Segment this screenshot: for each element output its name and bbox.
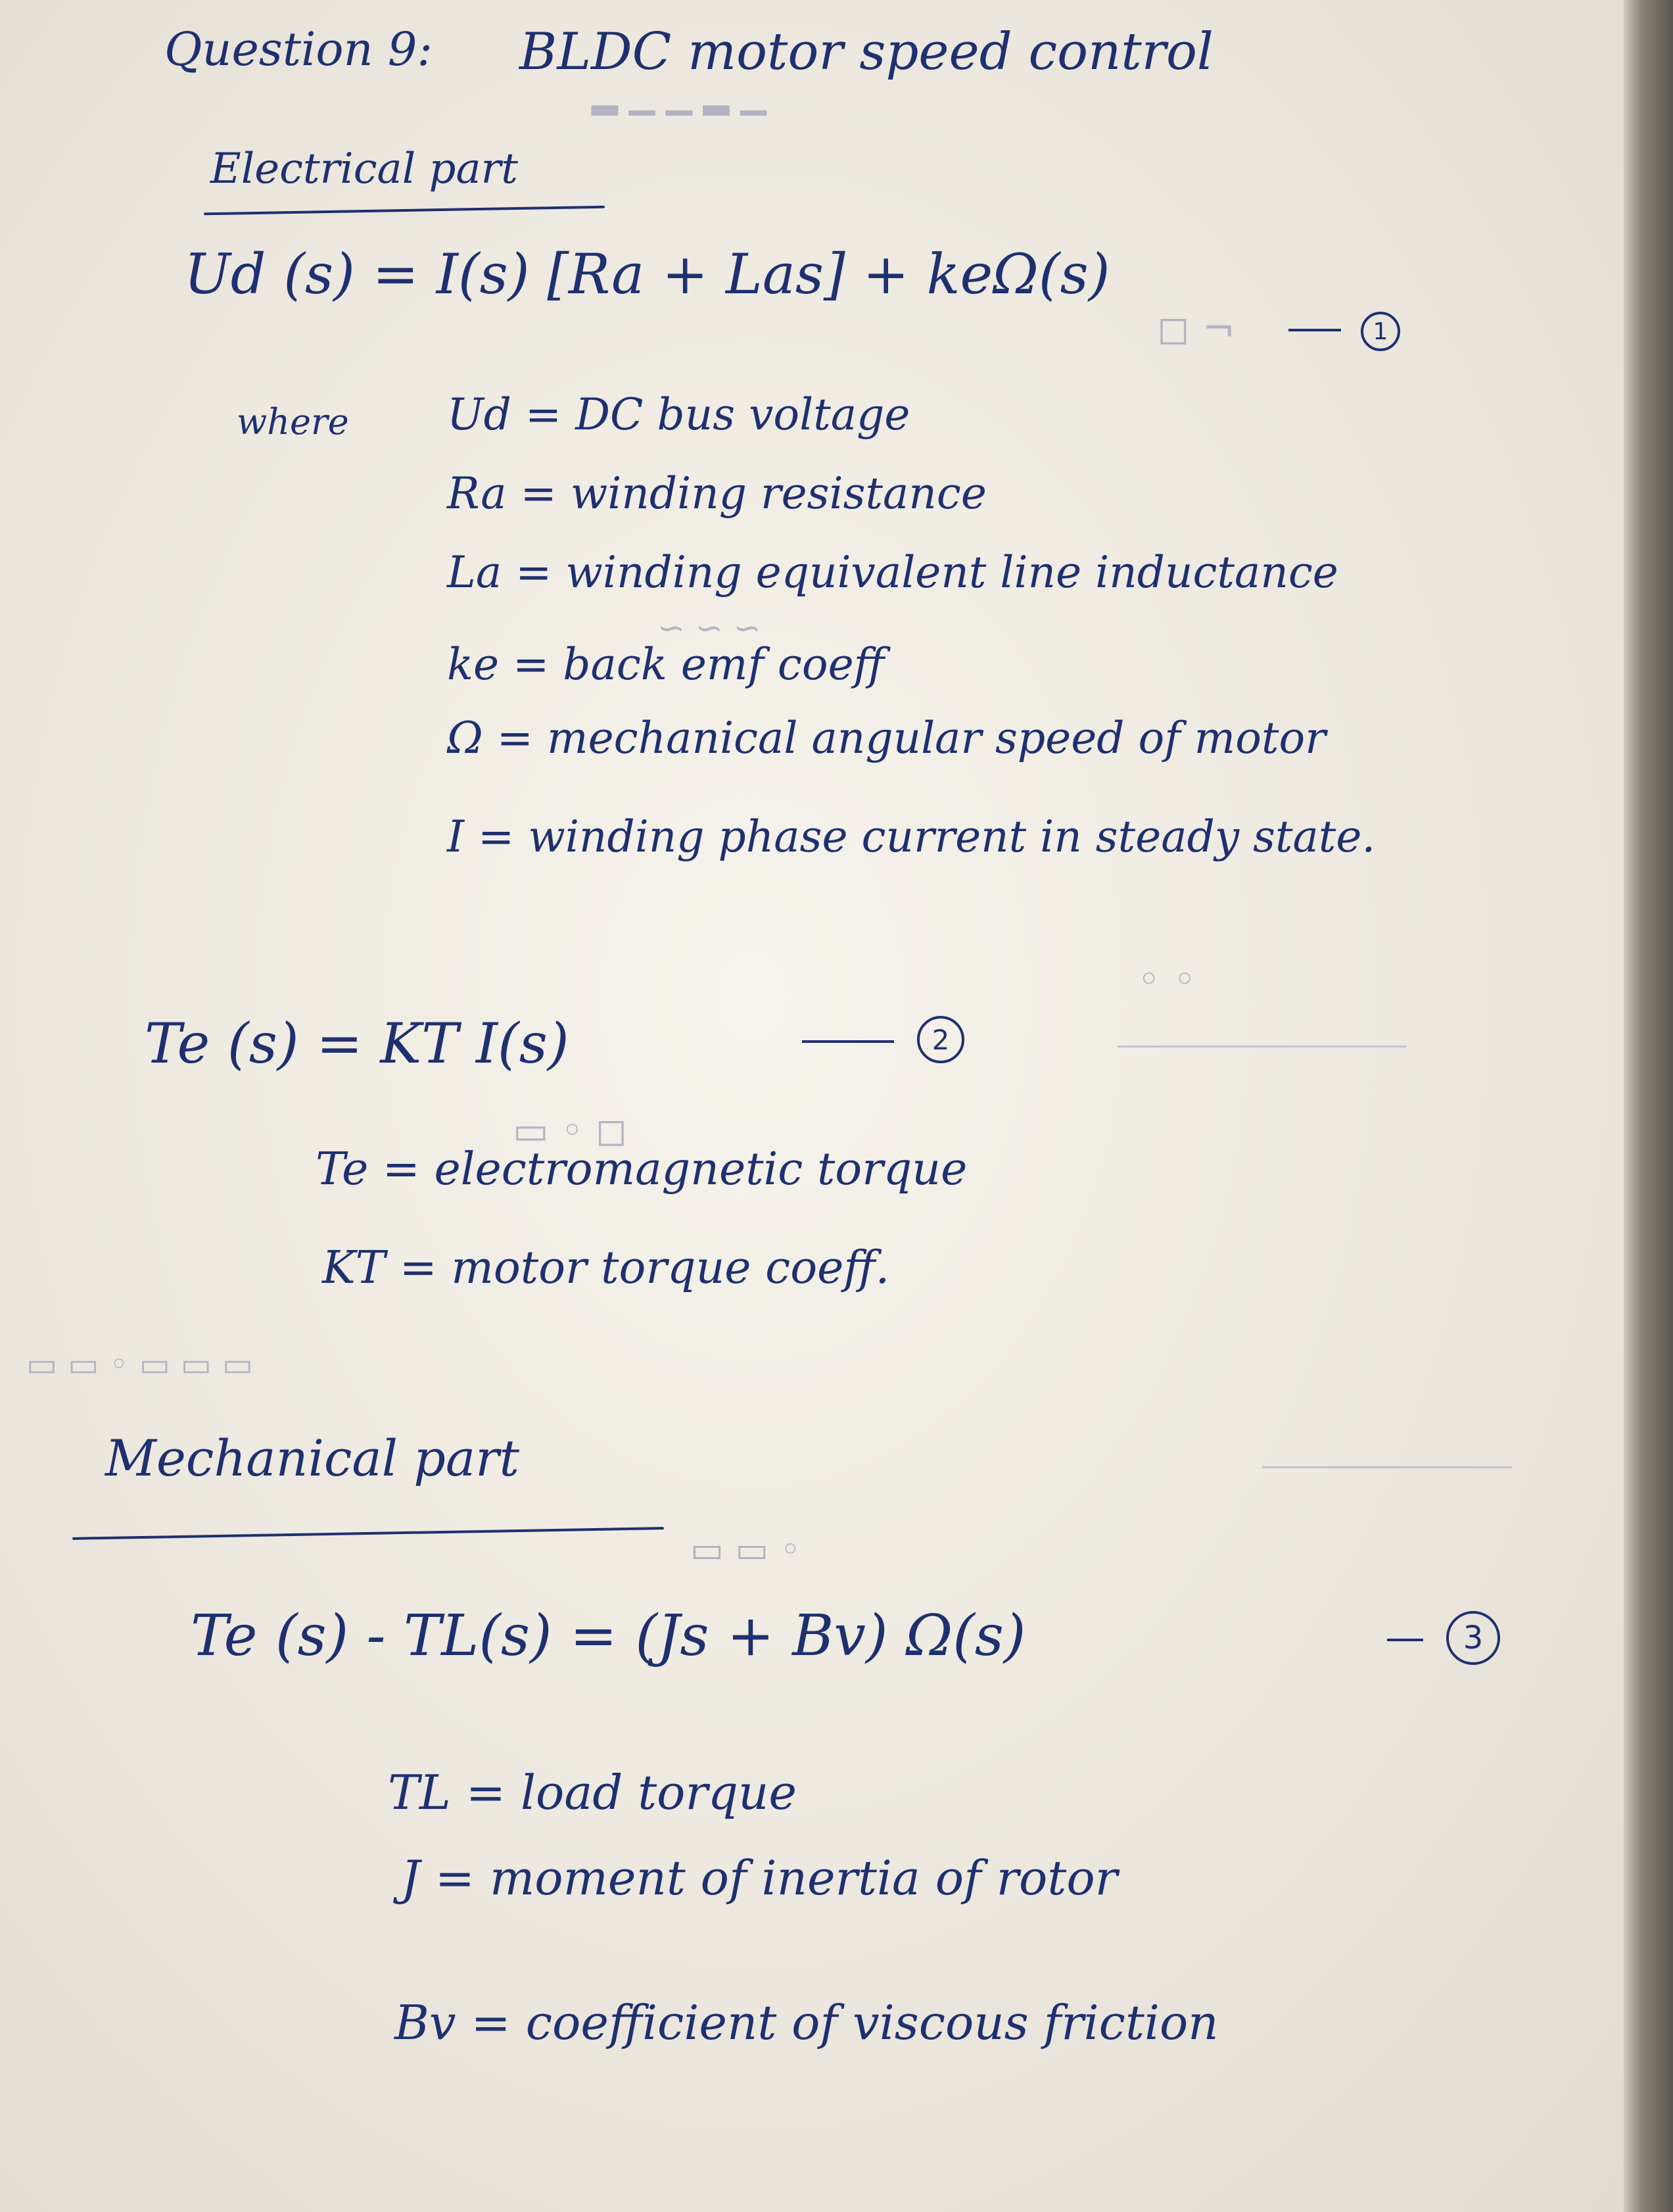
electrical-heading: Electrical part (210, 145, 518, 193)
bleed-through-line (1118, 1046, 1407, 1047)
eq2-dash (802, 1040, 894, 1043)
question-label: Question 9: (164, 22, 433, 76)
definition-ud: Ud = DC bus voltage (447, 389, 910, 440)
definition-tl: TL = load torque (388, 1765, 797, 1820)
eq3-number: 3 (1446, 1611, 1500, 1665)
bleed-through-mark: ◻ ◦ ▭ (513, 1108, 628, 1153)
definition-i: I = winding phase current in steady state. (447, 811, 1376, 862)
definition-j: J = moment of inertia of rotor (401, 1850, 1118, 1906)
bleed-through-mark: ▭ ▭ ▭ ◦ ▭ ▭ (26, 1345, 254, 1383)
mechanical-heading: Mechanical part (105, 1429, 520, 1487)
eq1-number: 1 (1361, 312, 1400, 351)
bleed-through-mark: ∼ ∼ ∼ (657, 609, 761, 647)
eq3-dash (1387, 1639, 1423, 1641)
bleed-through-line (1262, 1466, 1512, 1468)
page-title: BLDC motor speed control (519, 22, 1214, 82)
bleed-through-mark: ◦ ◦ (1137, 957, 1196, 1003)
bleed-through-mark: ▁ ▂ ▁ ▁ ▂ (592, 76, 767, 116)
page-edge-shadow (1624, 0, 1673, 2212)
eq2-number: 2 (917, 1016, 964, 1063)
definition-kt: KT = motor torque coeff. (322, 1242, 890, 1294)
definition-ke: ke = back emf coeff (447, 639, 885, 690)
where-label: where (237, 401, 349, 443)
definition-bv: Bv = coefficient of viscous friction (394, 1995, 1219, 2050)
definition-la: La = winding equivalent line inductance (447, 547, 1338, 598)
definition-te: Te = electromagnetic torque (316, 1143, 968, 1195)
mechanical-equation: Te (s) - TL(s) = (Js + Bv) Ω(s) (191, 1603, 1026, 1669)
bleed-through-mark: ⌐ ◻ (1157, 306, 1236, 352)
bleed-through-mark: ◦ ▭ ▭ (690, 1529, 801, 1570)
voltage-equation: Ud (s) = I(s) [Ra + Las] + keΩ(s) (184, 242, 1110, 306)
definition-ra: Ra = winding resistance (447, 468, 987, 519)
torque-equation: Te (s) = KT I(s) (145, 1011, 569, 1076)
definition-omega: Ω = mechanical angular speed of motor (447, 713, 1326, 763)
eq1-dash (1288, 329, 1341, 331)
